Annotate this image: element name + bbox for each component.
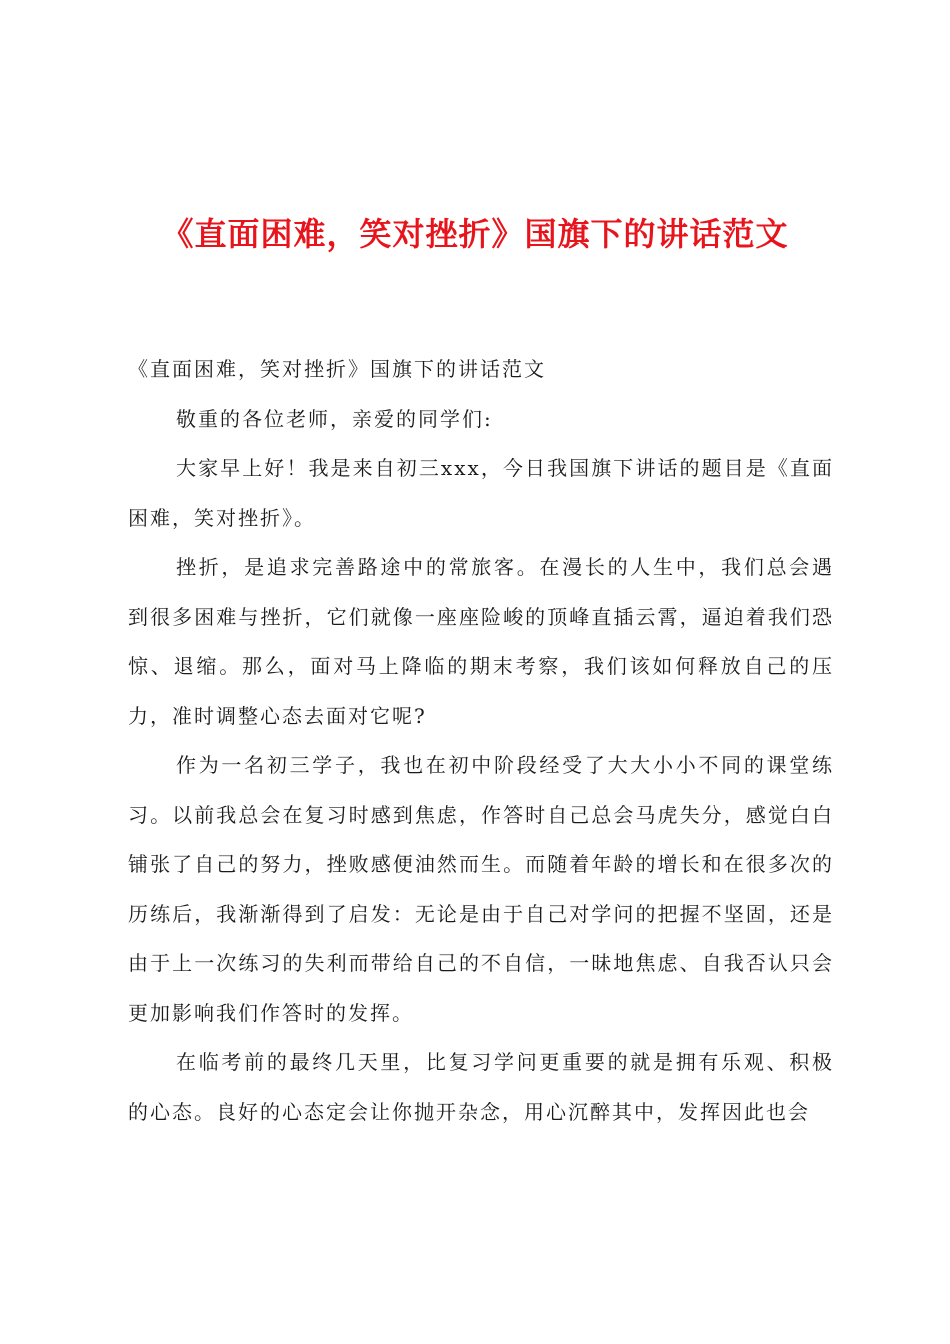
paragraph-salutation: 敬重的各位老师，亲爱的同学们: bbox=[176, 406, 493, 431]
document-body bbox=[128, 345, 834, 1137]
paragraph-greeting: 大家早上好！我是来自初三xxx，今日我国旗下讲话的题目是《直面困难，笑对挫折》。 bbox=[128, 456, 834, 530]
paragraph-experience: 作为一名初三学子，我也在初中阶段经受了大大小小不同的课堂练习。以前我总会在复习时感到焦虑，作答时自己总会马虎失分，感觉白白铺张了自己的努力，挫败感便油然而生。而随着年龄的增长和在很多次的历练后，我渐渐得到了启发：无论是由于自己对学问的把握不坚固，还是由于上一次练习的失利而带给自己的不自信，一昧地焦虑、自我否认只会更加影响我们作答时的发挥。 bbox=[128, 753, 834, 1025]
paragraph-mindset: 在临考前的最终几天里，比复习学问更重要的就是拥有乐观、积极的心态。良好的心态定会让你抛开杂念，用心沉醉其中，发挥因此也会 bbox=[128, 1050, 834, 1124]
paragraph-frustration: 挫折，是追求完善路途中的常旅客。在漫长的人生中，我们总会遇到很多困难与挫折，它们就像一座座险峻的顶峰直插云霄，逼迫着我们恐惊、退缩。那么，面对马上降临的期末考察，我们该如何释放自己的压力，准时调整心态去面对它呢? bbox=[128, 555, 834, 728]
paragraph-heading-repeat: 《直面困难，笑对挫折》国旗下的讲话范文 bbox=[128, 357, 546, 381]
document-title: 《直面困难，笑对挫折》国旗下的讲话范文 bbox=[161, 215, 789, 253]
